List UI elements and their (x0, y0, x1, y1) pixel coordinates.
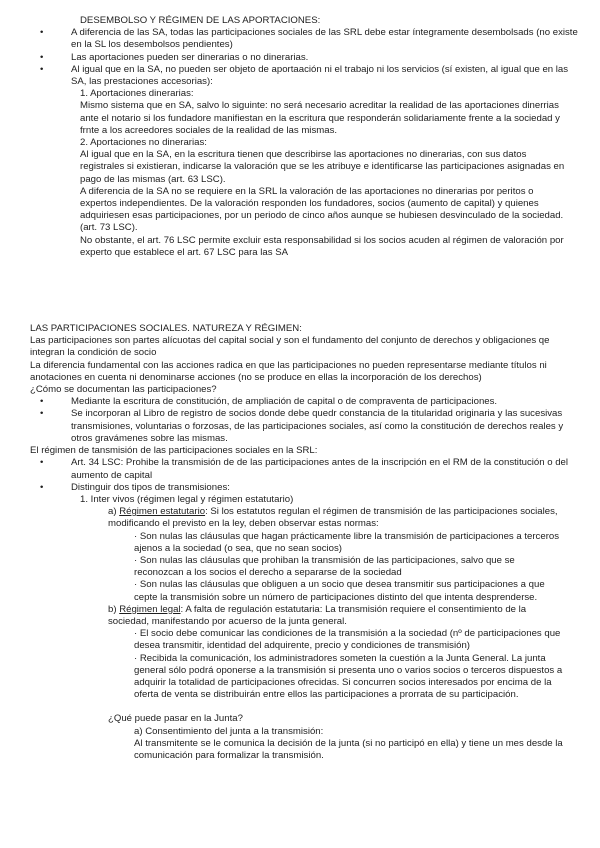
list-item: • Al igual que en la SA, no pueden ser objeto de aportaación ni el trabajo ni los servicios (sí existen, al igual que en las SA, las prestaciones accesorias): (40, 63, 569, 88)
paragraph: No obstante, el art. 76 LSC permite excluir esta responsabilidad si los socios acuden al régimen de valoración por experto que establece el art. 67 LSC para las SA (80, 234, 564, 258)
bullet-icon: • (40, 63, 44, 75)
junta-question: ¿Qué puede pasar en la Junta? (108, 713, 243, 725)
bullet-icon: • (40, 408, 44, 420)
subheading-dinerarias: 1. Aportaciones dinerarias: (80, 88, 194, 100)
list-item: • Las aportaciones pueden ser dinerarias o no dinerarias. (40, 51, 309, 63)
paragraph: ¿Cómo se documentan las participaciones? (30, 384, 217, 396)
list-item: • Art. 34 LSC: Prohibe la transmisión de de las participaciones antes de la inscripción en el RM de la constitución o del aumento de capital (40, 457, 569, 481)
regimen-legal: b) Régimen legal: A falta de regulación estatutaria: La transmisión requiere el consentimiento de la sociedad, manifestando por acuerso de la junta general. (108, 603, 527, 627)
list-item: • A diferencia de las SA, todas las participaciones sociales de las SRL debe estar íntegramente desembolsads (no existe en la SL los desembolsos pendientes) (40, 27, 578, 51)
paragraph: A diferencia de la SA no se requiere en la SRL la valoración de las aportaciones no dinerarias por peritos o expertos independientes. De la valoración responden los fundadores, socios (aumento de capital) y quienes adquiriesen esas participaciones, por un periodo de cinco años aunque se hubiesen desvinculado de la sociedad. (art. 73 LSC). (80, 185, 564, 234)
subheading-no-dinerarias: 2. Aportaciones no dinerarias: (80, 137, 207, 149)
bullet-icon: • (40, 457, 44, 469)
section-title-desembolso: DESEMBOLSO Y RÉGIMEN DE LAS APORTACIONES: (80, 15, 321, 26)
list-item: · Recibida la comunicación, los administradores someten la cuestión a la Junta General. La junta general sólo podrá oponerse a la transmisión si presenta uno o varios socios o terceros dispuestos a adquirir la totalidad de participaciones ofrecidas. Si concurren socios interesados por encima de la oferta de venta se distribuirán entre ellos las participaciones a prorrata de su participación. (134, 652, 563, 701)
paragraph: El régimen de tansmisión de las participaciones sociales en la SRL: (30, 445, 318, 457)
list-item: • Distinguir dos tipos de transmisiones: (40, 481, 230, 493)
regimen-estatutario: a) Régimen estatutario: Si los estatutos regulan el régimen de transmisión de las participaciones sociales, modificando el previsto en la ley, deben observar estas normas: (108, 506, 558, 530)
spacer (0, 701, 600, 713)
list-item: · El socio debe comunicar las condiciones de la transmisión a la sociedad (nº de participaciones que desea transmitir, identidad del adquirente, precio y condiciones de transmisión) (134, 628, 561, 652)
subheading-inter-vivos: 1. Inter vivos (régimen legal y régimen estatutario) (80, 493, 294, 505)
paragraph: Al transmitente se le comunica la decisión de la junta (si no participó en ella) y tiene un mes desde la comunicación para formalizar la transmisión. (134, 737, 563, 761)
list-item: • Mediante la escritura de constitución, de ampliación de capital o de compraventa de participaciones. (40, 396, 498, 408)
list-item: · Son nulas las cláusulas que obliguen a un socio que desea transmitir sus participaciones a que cepte la transmisión sobre un número de participaciones distinto del que intenta desprenderse. (134, 579, 545, 603)
list-item: • Se incorporan al Libro de registro de socios donde debe quedr constancia de la titularidad originaria y las sucesivas transmisiones, voluntarias o forzosas, de las participaciones sociales, así como la constitución de derechos reales y otros gravámenes sobre las mismas. (40, 408, 564, 444)
paragraph: Al igual que en la SA, en la escritura tienen que describirse las aportaciones no dinerarias, con sus datos registrales si existieran, indicarse la valoración que se les atribuye e identificarse las participaciones asignadas en pago de las mismas (art. 63 LSC). (80, 149, 565, 185)
subheading-consentimiento: a) Consentimiento del junta a la transmisión: (134, 725, 324, 737)
bullet-icon: • (40, 27, 44, 39)
paragraph: Mismo sistema que en SA, salvo lo siguinte: no será necesario acreditar la realidad de las aportaciones dinerrias ante el notario si los fundadore manifiestan en la escritura que responderán solidariamente frente a la sociedad y frnte a los acreedores sociales de la realidad de las mismas. (80, 100, 560, 136)
bullet-icon: • (40, 481, 44, 493)
paragraph: La diferencia fundamental con las acciones radica en que las participaciones no pueden representarse mediante títulos ni anotaciones en cuenta ni denominarse acciones (no se produce en ellas la incorporación de los derechos) (30, 359, 547, 383)
bullet-icon: • (40, 396, 44, 408)
list-item: · Son nulas las cláusulas que hagan prácticamente libre la transmisión de participaciones a terceros ajenos a la sociedad (o sea, que no sean socios) (134, 530, 560, 554)
spacer (0, 259, 600, 323)
paragraph: Las participaciones son partes alícuotas del capital social y son el fundamento del conjunto de derechos y obligaciones qe integran la condición de socio (30, 335, 550, 359)
section-title-participaciones: LAS PARTICIPACIONES SOCIALES. NATUREZA Y RÉGIMEN: (30, 323, 302, 335)
bullet-icon: • (40, 51, 44, 63)
list-item: · Son nulas las cláusulas que prohiban la transmisión de las participaciones, salvo que se reconozcan a los socios el derecho a separarse de la sociedad (134, 554, 515, 579)
